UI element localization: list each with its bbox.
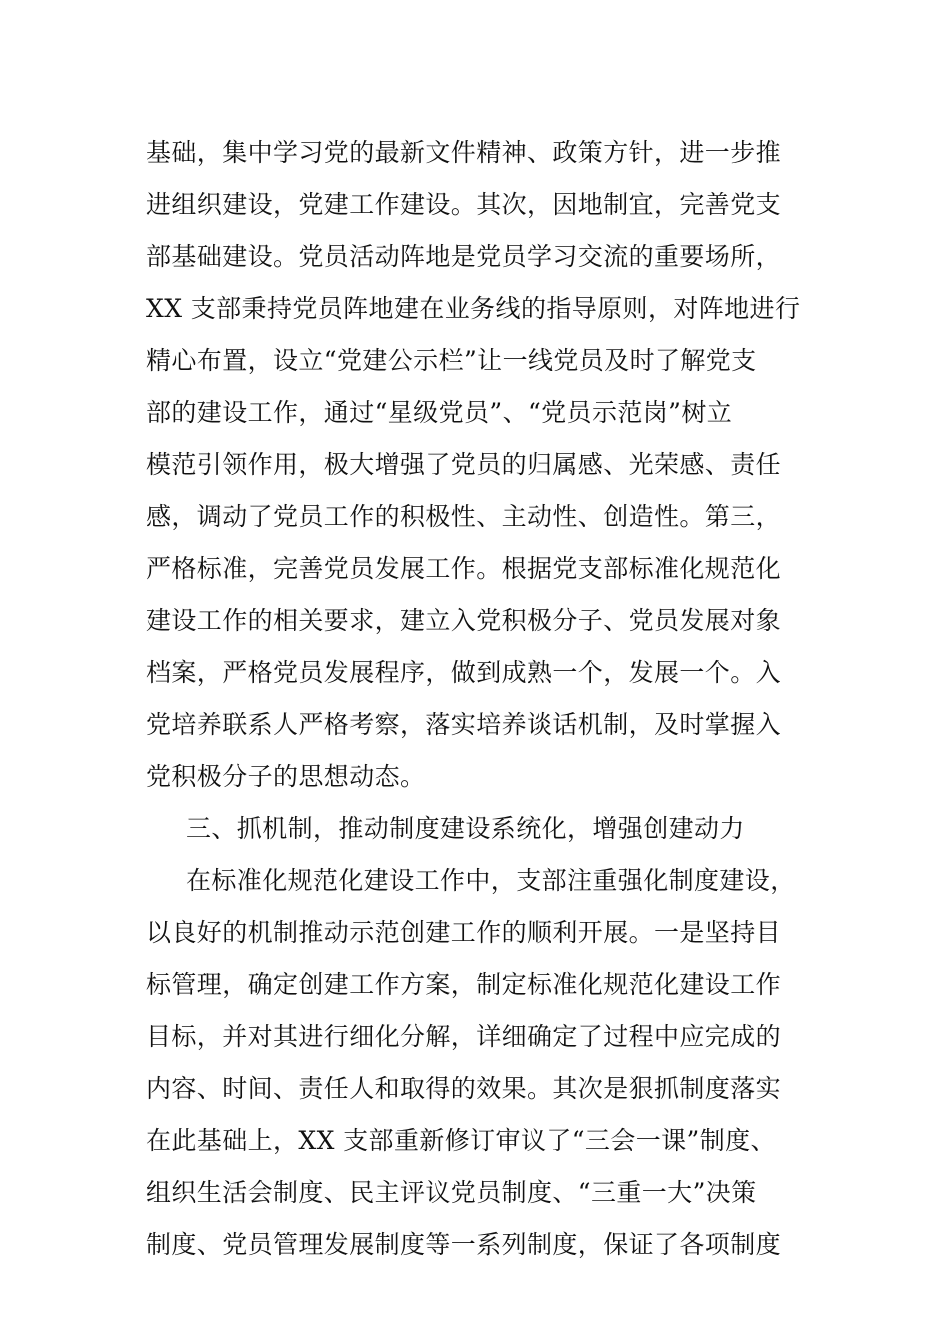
paragraph-first-line: 在标准化规范化建设工作中，支部注重强化制度建设， <box>186 866 796 895</box>
text-line: 部基础建设。党员活动阵地是党员学习交流的重要场所， <box>146 242 782 271</box>
text-line: 模范引领作用，极大增强了党员的归属感、光荣感、责任 <box>146 450 782 479</box>
text-line: 在此基础上，XX 支部重新修订审议了“三会一课”制度、 <box>146 1126 776 1155</box>
text-line: 建设工作的相关要求，建立入党积极分子、党员发展对象 <box>146 606 782 635</box>
text-line: 档案，严格党员发展程序，做到成熟一个，发展一个。入 <box>146 658 782 687</box>
text-line: 严格标准，完善党员发展工作。根据党支部标准化规范化 <box>146 554 782 583</box>
text-line: 以良好的机制推动示范创建工作的顺利开展。一是坚持目 <box>146 918 782 947</box>
text-line: 党积极分子的思想动态。 <box>146 762 426 791</box>
text-line: 进组织建设，党建工作建设。其次，因地制宜，完善党支 <box>146 190 782 219</box>
text-line: 目标，并对其进行细化分解，详细确定了过程中应完成的 <box>146 1022 782 1051</box>
text-line: 部的建设工作，通过“星级党员”、“党员示范岗”树立 <box>146 398 733 427</box>
text-line: 制度、党员管理发展制度等一系列制度，保证了各项制度 <box>146 1230 782 1259</box>
text-line: 基础，集中学习党的最新文件精神、政策方针，进一步推 <box>146 138 782 167</box>
text-line: 组织生活会制度、民主评议党员制度、“三重一大”决策 <box>146 1178 757 1207</box>
text-line: XX 支部秉持党员阵地建在业务线的指导原则，对阵地进行 <box>146 294 801 323</box>
text-line: 精心布置，设立“党建公示栏”让一线党员及时了解党支 <box>146 346 757 375</box>
text-line: 感，调动了党员工作的积极性、主动性、创造性。第三， <box>146 502 782 531</box>
text-line: 内容、时间、责任人和取得的效果。其次是狠抓制度落实 <box>146 1074 782 1103</box>
text-line: 党培养联系人严格考察，落实培养谈话机制，及时掌握入 <box>146 710 782 739</box>
section-heading: 三、抓机制，推动制度建设系统化，增强创建动力 <box>186 814 745 843</box>
text-line: 标管理，确定创建工作方案，制定标准化规范化建设工作 <box>146 970 782 999</box>
